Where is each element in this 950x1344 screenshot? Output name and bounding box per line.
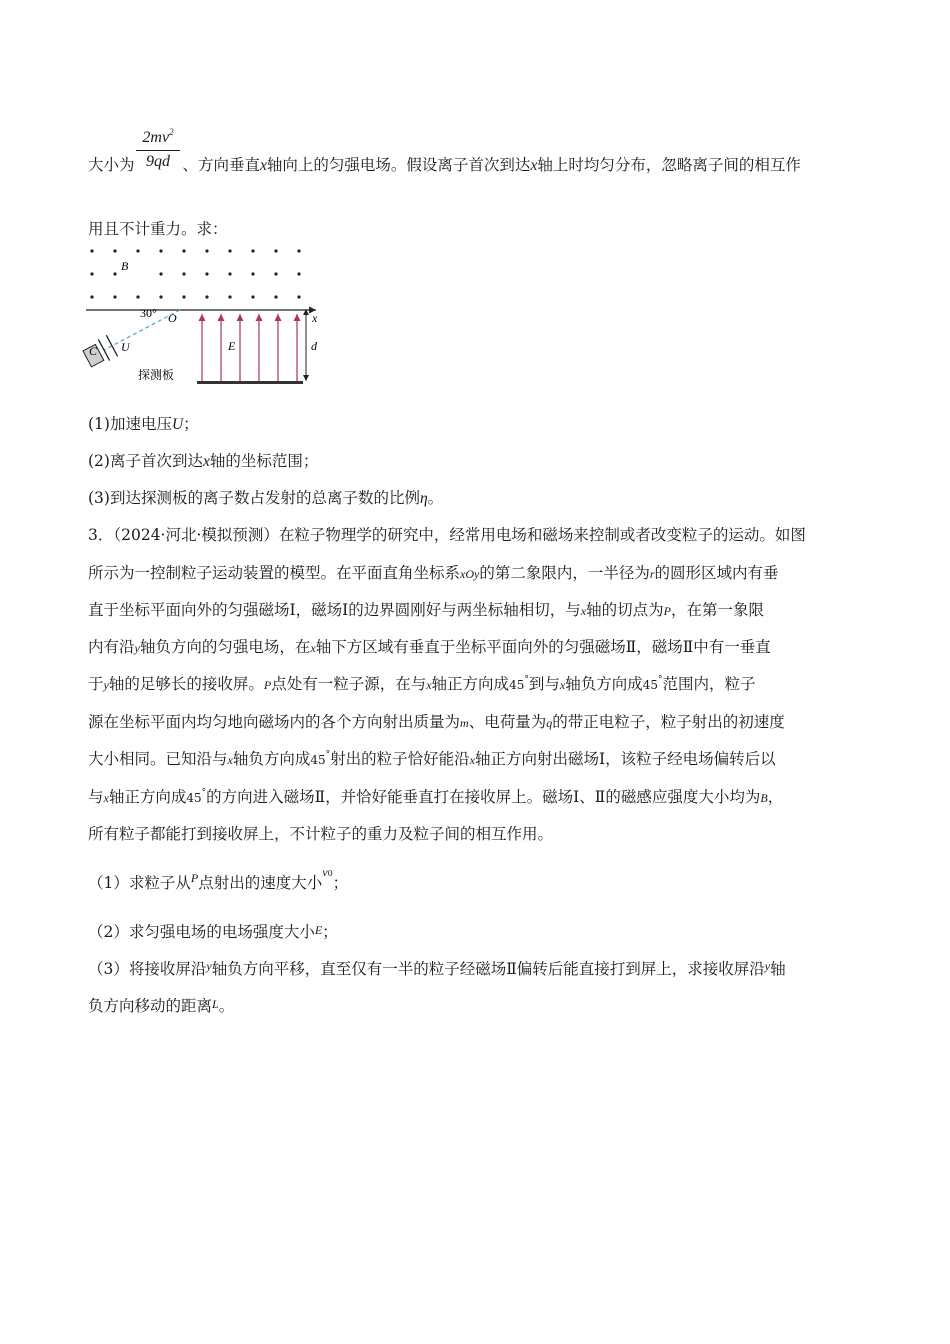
question-2-range: (2)离子首次到达x轴的坐标范围； xyxy=(88,452,319,470)
field-diagram xyxy=(80,240,330,390)
question-3-ratio: (3)到达探测板的离子数占发射的总离子数的比例η。 xyxy=(88,489,444,507)
label-angle: 30° xyxy=(140,306,157,320)
problem-3-line-5: 于y轴的足够长的接收屏。P点处有一粒子源，在与x轴正方向成45°到与x轴负方向成45°范围内，粒子 xyxy=(88,675,756,693)
question-1-voltage: (1)加速电压U； xyxy=(88,415,199,433)
electric-field-arrows xyxy=(202,314,297,382)
problem-3-line-6: 源在坐标平面内均匀地向磁场内的各个方向射出质量为m、电荷量为q的带正电粒子，粒子射出的初速度 xyxy=(88,713,785,731)
label-d: d xyxy=(311,339,317,353)
label-U: U xyxy=(121,340,130,354)
problem-3-line-4: 内有沿y轴负方向的匀强电场，在x轴下方区域有垂直于坐标平面向外的匀强磁场Ⅱ，磁场Ⅱ中有一垂直 xyxy=(88,638,771,656)
fraction-numerator: $2mv^2$ xyxy=(142,127,174,146)
label-C: C xyxy=(89,344,98,358)
label-E: E xyxy=(228,339,236,353)
text-line-conditions: 用且不计重力。求： xyxy=(88,220,228,238)
problem-3-line-8: 与x轴正方向成45°的方向进入磁场Ⅱ，并恰好能垂直打在接收屏上。磁场Ⅰ、Ⅱ的磁感应强度大小均为B， xyxy=(88,788,784,806)
label-O: O xyxy=(168,311,177,325)
sub-question-3: （3）将接收屏沿$^y$轴负方向平移，直至仅有一半的粒子经磁场Ⅱ偏转后能直接打到屏上，求接收屏沿$^y$轴 xyxy=(88,959,786,978)
label-plate: 探测板 xyxy=(138,368,175,382)
label-x: x xyxy=(312,311,318,325)
magnetic-field-dots xyxy=(90,249,300,298)
problem-3-line-9: 所有粒子都能打到接收屏上，不计粒子的重力及粒子间的相互作用。 xyxy=(88,825,554,843)
text-line-field-magnitude: 大小为 、方向垂直x轴向上的匀强电场。假设离子首次到达x轴上时均匀分布，忽略离子间的相互作 xyxy=(88,156,801,174)
sub-question-1: （1）求粒子从$^P$点射出的速度大小v0； xyxy=(88,865,349,892)
detector-plate xyxy=(197,381,303,384)
ion-source xyxy=(82,335,118,369)
fraction-bar xyxy=(136,150,180,151)
sub-question-2: （2）求匀强电场的电场强度大小E； xyxy=(88,923,338,941)
problem-3-line-1: 3．（2024·河北·模拟预测）在粒子物理学的研究中，经常用电场和磁场来控制或者改变粒子的运动。如图 xyxy=(88,526,806,544)
problem-3-line-2: 所示为一控制粒子运动装置的模型。在平面直角坐标系xOy的第二象限内，一半径为r的圆形区域内有垂 xyxy=(88,564,779,582)
fraction-denominator: 9qd xyxy=(146,153,170,170)
problem-3-line-3: 直于坐标平面向外的匀强磁场Ⅰ，磁场Ⅰ的边界圆刚好与两坐标轴相切，与x轴的切点为P，在第一象限 xyxy=(88,601,764,619)
sub-question-3-cont: 负方向移动的距离L。 xyxy=(88,997,235,1015)
label-B: B xyxy=(121,259,129,273)
problem-3-line-7: 大小相同。已知沿与x轴负方向成45°射出的粒子恰好能沿x轴正方向射出磁场Ⅰ，该粒子经电场偏转后以 xyxy=(88,750,776,768)
